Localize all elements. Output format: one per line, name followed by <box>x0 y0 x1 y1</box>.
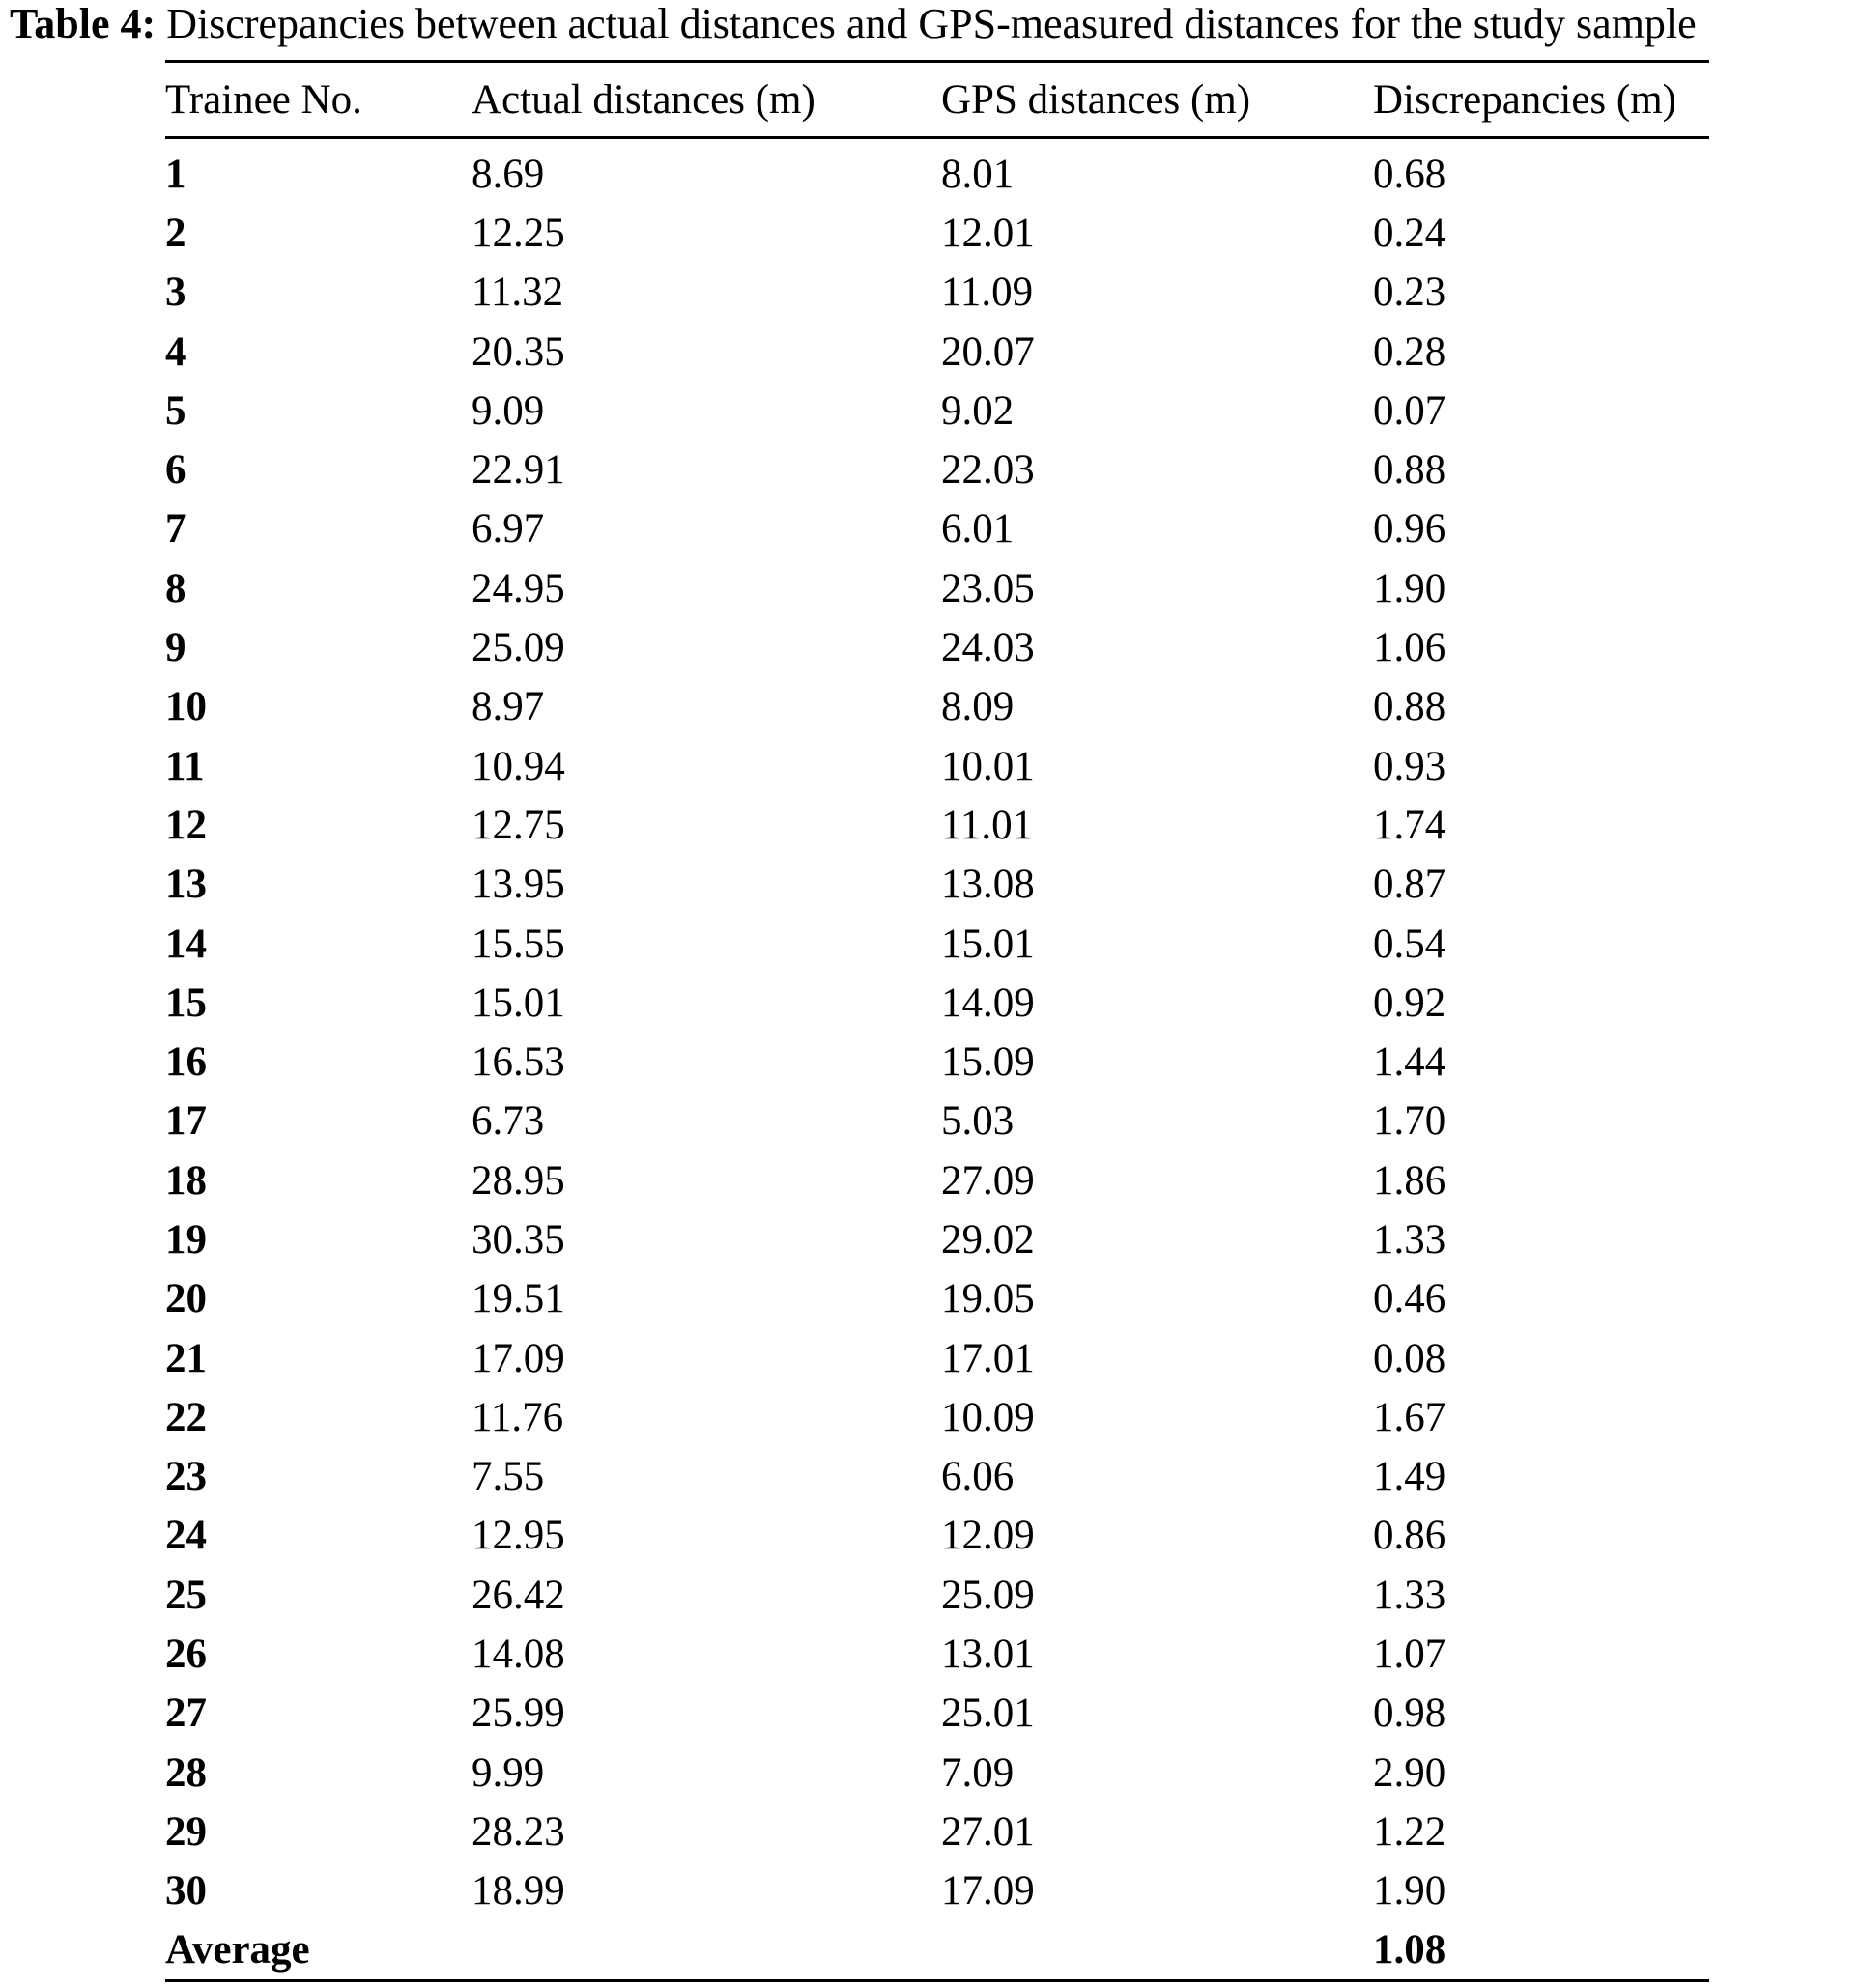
table-row <box>165 1507 1709 1566</box>
cell-actual-distance: 12.75 <box>472 802 565 848</box>
table-caption <box>10 0 1855 48</box>
cell-gps-distance: 29.02 <box>941 1216 1035 1263</box>
cell-discrepancy: 0.92 <box>1373 980 1446 1026</box>
cell-actual-distance: 18.99 <box>472 1868 565 1915</box>
cell-actual-distance: 24.95 <box>472 565 565 611</box>
cell-trainee-no: 20 <box>165 1276 207 1322</box>
cell-trainee-no: 13 <box>165 862 207 908</box>
cell-actual-distance: 11.32 <box>472 270 564 316</box>
table-row <box>165 1566 1709 1625</box>
table-row <box>165 138 1709 205</box>
cell-actual-distance: 12.25 <box>472 210 565 256</box>
cell-discrepancy: 0.96 <box>1373 506 1446 553</box>
cell-trainee-no: 25 <box>165 1572 207 1618</box>
cell-gps-distance: 8.09 <box>941 684 1015 730</box>
cell-trainee-no: 26 <box>165 1632 207 1678</box>
table-row <box>165 1093 1709 1151</box>
table-row <box>165 1448 1709 1507</box>
table-row <box>165 915 1709 974</box>
cell-trainee-no: 29 <box>165 1808 207 1855</box>
cell-gps-distance: 25.09 <box>941 1572 1035 1618</box>
cell-gps-distance: 22.03 <box>941 447 1035 494</box>
table-row <box>165 1862 1709 1921</box>
table-row <box>165 737 1709 796</box>
cell-trainee-no: 9 <box>165 625 186 671</box>
table-row <box>165 559 1709 618</box>
average-label: Average <box>165 1927 310 1974</box>
cell-gps-distance: 10.09 <box>941 1394 1035 1440</box>
cell-actual-distance: 7.55 <box>472 1454 545 1500</box>
cell-trainee-no: 1 <box>165 151 186 197</box>
table-row <box>165 974 1709 1033</box>
average-row <box>165 1921 1709 1981</box>
cell-actual-distance: 26.42 <box>472 1572 565 1618</box>
cell-trainee-no: 24 <box>165 1513 207 1559</box>
table-row <box>165 264 1709 323</box>
cell-discrepancy: 0.87 <box>1373 862 1446 908</box>
header-discrepancies: Discrepancies (m) <box>1373 76 1676 123</box>
cell-actual-distance: 30.35 <box>472 1216 565 1263</box>
cell-trainee-no: 2 <box>165 210 186 256</box>
cell-gps-distance: 10.01 <box>941 743 1035 789</box>
cell-discrepancy: 0.46 <box>1373 1276 1446 1322</box>
average-empty-actual <box>472 1921 941 1981</box>
cell-actual-distance: 14.08 <box>472 1632 565 1678</box>
cell-gps-distance: 27.09 <box>941 1157 1035 1204</box>
cell-discrepancy: 1.22 <box>1373 1808 1446 1855</box>
cell-gps-distance: 11.01 <box>941 802 1034 848</box>
cell-trainee-no: 30 <box>165 1868 207 1915</box>
cell-actual-distance: 8.97 <box>472 684 545 730</box>
cell-gps-distance: 20.07 <box>941 328 1035 375</box>
cell-trainee-no: 21 <box>165 1335 207 1381</box>
caption-text: Discrepancies between actual distances and GPS-measured distances for the study sample <box>166 0 1697 47</box>
discrepancy-table <box>165 60 1709 1982</box>
table-row <box>165 1803 1709 1861</box>
cell-actual-distance: 28.23 <box>472 1808 565 1855</box>
table-row <box>165 678 1709 737</box>
cell-discrepancy: 1.06 <box>1373 625 1446 671</box>
cell-trainee-no: 14 <box>165 921 207 967</box>
cell-gps-distance: 8.01 <box>941 151 1015 197</box>
cell-trainee-no: 22 <box>165 1394 207 1440</box>
cell-discrepancy: 0.93 <box>1373 743 1446 789</box>
table-row <box>165 382 1709 440</box>
cell-discrepancy: 1.44 <box>1373 1039 1446 1086</box>
cell-trainee-no: 12 <box>165 802 207 848</box>
cell-actual-distance: 16.53 <box>472 1039 565 1086</box>
cell-trainee-no: 3 <box>165 270 186 316</box>
table-row <box>165 500 1709 559</box>
cell-gps-distance: 11.09 <box>941 270 1034 316</box>
cell-discrepancy: 2.90 <box>1373 1749 1446 1796</box>
cell-gps-distance: 13.08 <box>941 862 1035 908</box>
cell-gps-distance: 12.01 <box>941 210 1035 256</box>
cell-actual-distance: 15.55 <box>472 921 565 967</box>
cell-discrepancy: 0.28 <box>1373 328 1446 375</box>
table-row <box>165 204 1709 263</box>
table-row <box>165 323 1709 382</box>
cell-gps-distance: 19.05 <box>941 1276 1035 1322</box>
data-table-container <box>165 60 1709 1982</box>
header-row <box>165 62 1709 138</box>
table-row <box>165 1210 1709 1269</box>
cell-trainee-no: 28 <box>165 1749 207 1796</box>
cell-actual-distance: 10.94 <box>472 743 565 789</box>
table-row <box>165 440 1709 499</box>
table-row <box>165 1625 1709 1684</box>
cell-actual-distance: 20.35 <box>472 328 565 375</box>
table-row <box>165 1329 1709 1388</box>
header-gps-distances: GPS distances (m) <box>941 76 1251 123</box>
table-row <box>165 856 1709 915</box>
cell-actual-distance: 6.97 <box>472 506 545 553</box>
cell-actual-distance: 9.99 <box>472 1749 545 1796</box>
cell-gps-distance: 13.01 <box>941 1632 1035 1678</box>
cell-gps-distance: 25.01 <box>941 1690 1035 1737</box>
header-trainee-no: Trainee No. <box>165 76 362 123</box>
cell-discrepancy: 0.68 <box>1373 151 1446 197</box>
cell-actual-distance: 17.09 <box>472 1335 565 1381</box>
cell-actual-distance: 19.51 <box>472 1276 565 1322</box>
cell-discrepancy: 1.07 <box>1373 1632 1446 1678</box>
cell-discrepancy: 1.67 <box>1373 1394 1446 1440</box>
cell-discrepancy: 1.70 <box>1373 1098 1446 1145</box>
cell-trainee-no: 17 <box>165 1098 207 1145</box>
cell-gps-distance: 6.06 <box>941 1454 1015 1500</box>
table-body <box>165 138 1709 1921</box>
cell-actual-distance: 28.95 <box>472 1157 565 1204</box>
cell-discrepancy: 1.90 <box>1373 565 1446 611</box>
cell-actual-distance: 25.09 <box>472 625 565 671</box>
cell-discrepancy: 0.54 <box>1373 921 1446 967</box>
cell-gps-distance: 7.09 <box>941 1749 1015 1796</box>
cell-discrepancy: 1.33 <box>1373 1572 1446 1618</box>
cell-discrepancy: 0.88 <box>1373 447 1446 494</box>
cell-gps-distance: 27.01 <box>941 1808 1035 1855</box>
cell-trainee-no: 4 <box>165 328 186 375</box>
cell-trainee-no: 7 <box>165 506 186 553</box>
cell-trainee-no: 10 <box>165 684 207 730</box>
cell-trainee-no: 16 <box>165 1039 207 1086</box>
cell-actual-distance: 11.76 <box>472 1394 564 1440</box>
cell-trainee-no: 11 <box>165 743 205 789</box>
cell-discrepancy: 0.98 <box>1373 1690 1446 1737</box>
cell-gps-distance: 14.09 <box>941 980 1035 1026</box>
cell-gps-distance: 12.09 <box>941 1513 1035 1559</box>
cell-actual-distance: 6.73 <box>472 1098 545 1145</box>
cell-gps-distance: 9.02 <box>941 387 1015 434</box>
average-empty-gps <box>941 1921 1373 1981</box>
cell-gps-distance: 6.01 <box>941 506 1015 553</box>
cell-actual-distance: 9.09 <box>472 387 545 434</box>
cell-actual-distance: 22.91 <box>472 447 565 494</box>
cell-discrepancy: 1.49 <box>1373 1454 1446 1500</box>
cell-discrepancy: 0.86 <box>1373 1513 1446 1559</box>
table-row <box>165 796 1709 855</box>
cell-discrepancy: 0.24 <box>1373 210 1446 256</box>
header-actual-distances: Actual distances (m) <box>472 76 816 123</box>
cell-gps-distance: 15.01 <box>941 921 1035 967</box>
caption-label: Table 4: <box>10 0 157 47</box>
cell-discrepancy: 1.33 <box>1373 1216 1446 1263</box>
cell-gps-distance: 15.09 <box>941 1039 1035 1086</box>
cell-discrepancy: 1.90 <box>1373 1868 1446 1915</box>
cell-discrepancy: 1.86 <box>1373 1157 1446 1204</box>
cell-actual-distance: 8.69 <box>472 151 545 197</box>
cell-trainee-no: 18 <box>165 1157 207 1204</box>
table-row <box>165 1388 1709 1447</box>
cell-gps-distance: 5.03 <box>941 1098 1015 1145</box>
cell-trainee-no: 15 <box>165 980 207 1026</box>
table-row <box>165 1685 1709 1744</box>
cell-actual-distance: 12.95 <box>472 1513 565 1559</box>
cell-actual-distance: 15.01 <box>472 980 565 1026</box>
cell-discrepancy: 0.23 <box>1373 270 1446 316</box>
cell-discrepancy: 0.08 <box>1373 1335 1446 1381</box>
table-row <box>165 1270 1709 1329</box>
cell-gps-distance: 23.05 <box>941 565 1035 611</box>
cell-trainee-no: 6 <box>165 447 186 494</box>
cell-trainee-no: 8 <box>165 565 186 611</box>
cell-discrepancy: 0.88 <box>1373 684 1446 730</box>
cell-trainee-no: 5 <box>165 387 186 434</box>
table-row <box>165 1033 1709 1092</box>
table-row <box>165 1744 1709 1803</box>
table-row <box>165 1151 1709 1210</box>
average-value: 1.08 <box>1373 1927 1446 1974</box>
table-row <box>165 618 1709 677</box>
cell-actual-distance: 13.95 <box>472 862 565 908</box>
cell-trainee-no: 27 <box>165 1690 207 1737</box>
cell-trainee-no: 19 <box>165 1216 207 1263</box>
cell-discrepancy: 0.07 <box>1373 387 1446 434</box>
cell-gps-distance: 17.01 <box>941 1335 1035 1381</box>
cell-actual-distance: 25.99 <box>472 1690 565 1737</box>
cell-trainee-no: 23 <box>165 1454 207 1500</box>
cell-gps-distance: 24.03 <box>941 625 1035 671</box>
cell-gps-distance: 17.09 <box>941 1868 1035 1915</box>
cell-discrepancy: 1.74 <box>1373 802 1446 848</box>
